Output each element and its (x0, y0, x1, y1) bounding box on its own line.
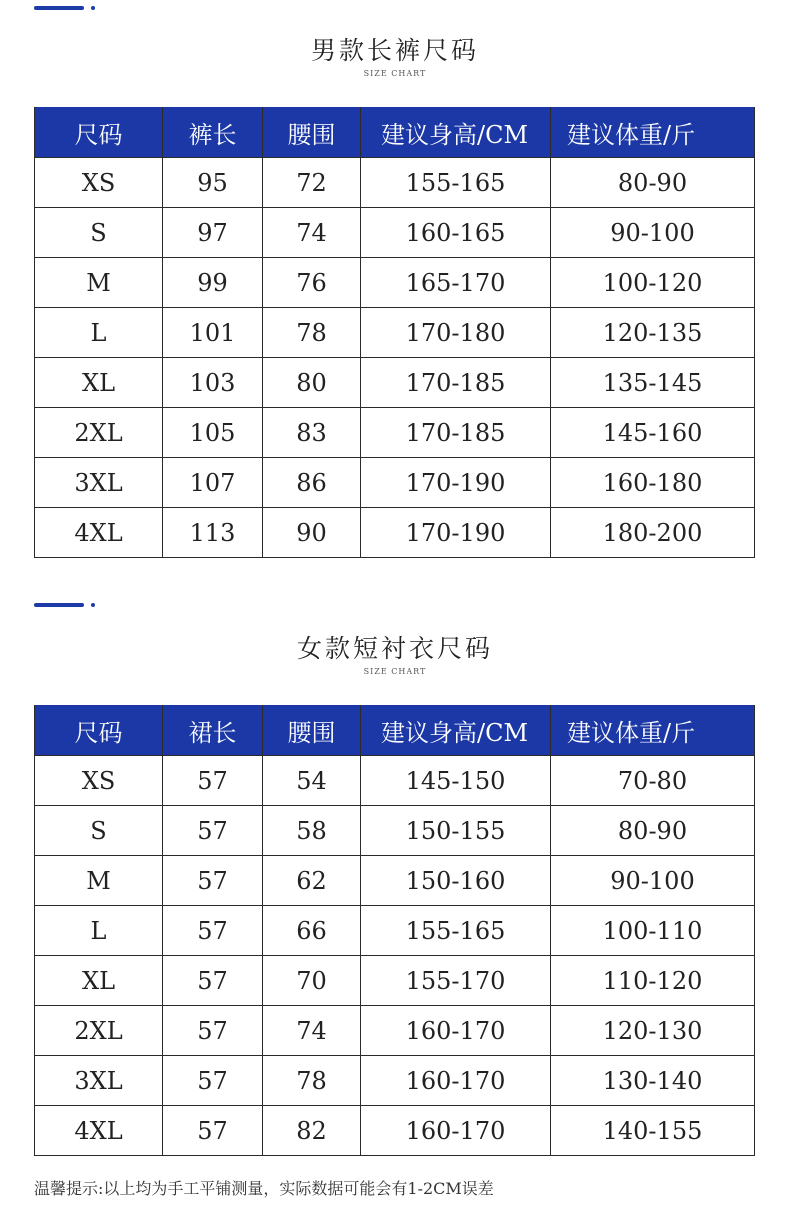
table-row (35, 1056, 755, 1106)
cell-weight: 120-130 (551, 1006, 755, 1056)
table-row (35, 856, 755, 906)
cell-weight: 180-200 (551, 508, 755, 558)
cell-weight: 130-140 (551, 1056, 755, 1106)
cell-height: 170-190 (361, 458, 551, 508)
cell-height: 155-165 (361, 158, 551, 208)
cell-height: 160-165 (361, 208, 551, 258)
cell-length: 57 (163, 1056, 263, 1106)
cell-size: XL (35, 956, 163, 1006)
header-weight: 建议体重/斤 (551, 107, 755, 158)
cell-weight: 90-100 (551, 856, 755, 906)
table-row (35, 508, 755, 558)
table-row (35, 458, 755, 508)
table-row (35, 308, 755, 358)
cell-size: XL (35, 358, 163, 408)
cell-size: XS (35, 158, 163, 208)
women-size-table (34, 705, 755, 1156)
cell-height: 170-185 (361, 358, 551, 408)
cell-weight: 100-110 (551, 906, 755, 956)
table-row (35, 1006, 755, 1056)
header-waist: 腰围 (263, 107, 361, 158)
header-weight: 建议体重/斤 (551, 705, 755, 756)
cell-length: 107 (163, 458, 263, 508)
cell-height: 160-170 (361, 1006, 551, 1056)
cell-length: 99 (163, 258, 263, 308)
table-header-row (35, 705, 755, 756)
cell-size: 3XL (35, 458, 163, 508)
cell-length: 57 (163, 1106, 263, 1156)
table-header-row (35, 107, 755, 158)
cell-length: 57 (163, 806, 263, 856)
cell-height: 170-180 (361, 308, 551, 358)
cell-waist: 78 (263, 308, 361, 358)
cell-size: XS (35, 756, 163, 806)
men-title: 男款长裤尺码 (310, 36, 479, 65)
header-size: 尺码 (35, 107, 163, 158)
cell-weight: 140-155 (551, 1106, 755, 1156)
table-row (35, 408, 755, 458)
accent-dot (91, 603, 95, 607)
accent-bar (34, 603, 84, 607)
table-row (35, 756, 755, 806)
cell-length: 57 (163, 1006, 263, 1056)
table-row (35, 208, 755, 258)
cell-height: 150-160 (361, 856, 551, 906)
cell-size: L (35, 308, 163, 358)
cell-height: 165-170 (361, 258, 551, 308)
table-row (35, 358, 755, 408)
cell-length: 103 (163, 358, 263, 408)
cell-size: 4XL (35, 508, 163, 558)
table-row (35, 1106, 755, 1156)
cell-length: 97 (163, 208, 263, 258)
cell-length: 95 (163, 158, 263, 208)
cell-waist: 70 (263, 956, 361, 1006)
cell-height: 155-170 (361, 956, 551, 1006)
cell-height: 160-170 (361, 1106, 551, 1156)
table-row (35, 906, 755, 956)
cell-waist: 80 (263, 358, 361, 408)
cell-weight: 90-100 (551, 208, 755, 258)
cell-waist: 90 (263, 508, 361, 558)
measurement-note: 温馨提示:以上均为手工平铺测量，实际数据可能会有1-2CM误差 (34, 1179, 494, 1198)
cell-size: M (35, 856, 163, 906)
cell-weight: 145-160 (551, 408, 755, 458)
cell-weight: 100-120 (551, 258, 755, 308)
cell-waist: 83 (263, 408, 361, 458)
cell-waist: 62 (263, 856, 361, 906)
cell-weight: 160-180 (551, 458, 755, 508)
cell-height: 170-185 (361, 408, 551, 458)
cell-length: 57 (163, 756, 263, 806)
cell-weight: 80-90 (551, 806, 755, 856)
header-length: 裤长 (163, 107, 263, 158)
cell-size: 2XL (35, 1006, 163, 1056)
cell-height: 150-155 (361, 806, 551, 856)
cell-weight: 135-145 (551, 358, 755, 408)
cell-waist: 74 (263, 208, 361, 258)
cell-waist: 78 (263, 1056, 361, 1106)
cell-size: S (35, 806, 163, 856)
cell-waist: 72 (263, 158, 361, 208)
cell-length: 57 (163, 956, 263, 1006)
men-title-block (0, 36, 790, 79)
cell-length: 57 (163, 906, 263, 956)
header-height: 建议身高/CM (361, 107, 551, 158)
cell-weight: 110-120 (551, 956, 755, 1006)
header-size: 尺码 (35, 705, 163, 756)
cell-waist: 82 (263, 1106, 361, 1156)
cell-size: M (35, 258, 163, 308)
women-title: 女款短衬衣尺码 (296, 634, 493, 663)
cell-length: 105 (163, 408, 263, 458)
cell-length: 113 (163, 508, 263, 558)
cell-weight: 70-80 (551, 756, 755, 806)
cell-weight: 80-90 (551, 158, 755, 208)
table-row (35, 956, 755, 1006)
cell-weight: 120-135 (551, 308, 755, 358)
cell-waist: 58 (263, 806, 361, 856)
cell-height: 155-165 (361, 906, 551, 956)
cell-size: 2XL (35, 408, 163, 458)
accent-bar (34, 6, 84, 10)
table-row (35, 806, 755, 856)
men-subtitle: SIZE CHART (363, 69, 427, 78)
header-length: 裙长 (163, 705, 263, 756)
accent-dot (91, 6, 95, 10)
cell-height: 145-150 (361, 756, 551, 806)
cell-height: 170-190 (361, 508, 551, 558)
women-title-block (0, 634, 790, 677)
women-subtitle: SIZE CHART (363, 667, 427, 676)
cell-waist: 76 (263, 258, 361, 308)
cell-waist: 74 (263, 1006, 361, 1056)
cell-length: 57 (163, 856, 263, 906)
cell-waist: 66 (263, 906, 361, 956)
cell-height: 160-170 (361, 1056, 551, 1106)
cell-waist: 54 (263, 756, 361, 806)
header-waist: 腰围 (263, 705, 361, 756)
men-size-table (34, 107, 755, 558)
cell-length: 101 (163, 308, 263, 358)
header-height: 建议身高/CM (361, 705, 551, 756)
table-row (35, 158, 755, 208)
cell-size: L (35, 906, 163, 956)
cell-waist: 86 (263, 458, 361, 508)
cell-size: 4XL (35, 1106, 163, 1156)
table-row (35, 258, 755, 308)
cell-size: S (35, 208, 163, 258)
cell-size: 3XL (35, 1056, 163, 1106)
